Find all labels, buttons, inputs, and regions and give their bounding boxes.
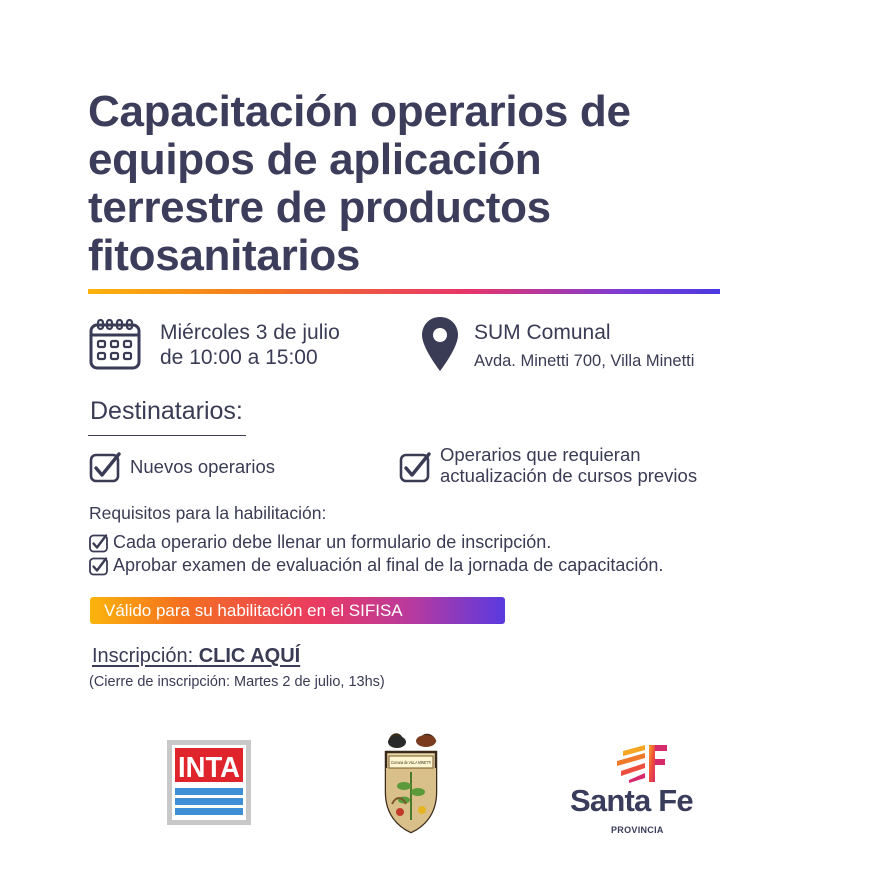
registration-deadline: (Cierre de inscripción: Martes 2 de julio, 13hs)	[89, 674, 385, 690]
inta-logo	[167, 740, 251, 825]
event-date-day: Miércoles 3 de julio	[160, 321, 340, 344]
event-address: Avda. Minetti 700, Villa Minetti	[474, 352, 695, 370]
checkbox-checked-icon	[89, 556, 109, 576]
recipient-item: Nuevos operarios	[130, 456, 275, 477]
registration-cta: CLIC AQUÍ	[198, 645, 301, 667]
title-line: fitosanitarios	[88, 231, 361, 280]
gradient-divider	[88, 289, 720, 294]
registration-link[interactable]	[92, 643, 300, 669]
inta-logo-text: INTA	[178, 752, 241, 784]
santa-fe-logo-sub: PROVINCIA	[611, 825, 664, 835]
santa-fe-logo-name: Santa Fe	[570, 783, 693, 818]
recipient-item-line: Operarios que requieran	[440, 444, 641, 465]
page-title	[88, 88, 808, 280]
event-date	[160, 320, 340, 370]
registration-label: Inscripción:	[92, 645, 199, 667]
checkbox-checked-icon	[89, 451, 121, 483]
calendar-icon	[89, 319, 141, 371]
recipient-item	[440, 444, 697, 486]
recipients-title: Destinatarios:	[90, 397, 243, 425]
event-place: SUM Comunal	[474, 321, 611, 344]
event-date-time: de 10:00 a 15:00	[160, 346, 318, 369]
title-line: Capacitación operarios de	[88, 87, 631, 136]
title-line: terrestre de productos	[88, 183, 551, 232]
sifisa-badge: Válido para su habilitación en el SIFISA	[90, 597, 505, 624]
santa-fe-flag-mark	[613, 743, 667, 783]
location-pin-icon	[421, 316, 459, 372]
requirement-item: Aprobar examen de evaluación al final de la jornada de capacitación.	[113, 555, 664, 575]
title-line: equipos de aplicación	[88, 135, 542, 184]
requirements-title: Requisitos para la habilitación:	[89, 503, 327, 523]
recipient-item-line: actualización de cursos previos	[440, 465, 698, 486]
comuna-villa-minetti-crest	[380, 730, 442, 834]
comuna-crest-text: Comuna de VILLA MINETTI	[391, 760, 431, 765]
checkbox-checked-icon	[89, 533, 109, 553]
requirement-item: Cada operario debe llenar un formulario de inscripción.	[113, 532, 552, 552]
checkbox-checked-icon	[399, 451, 431, 483]
recipients-underline	[88, 435, 246, 436]
